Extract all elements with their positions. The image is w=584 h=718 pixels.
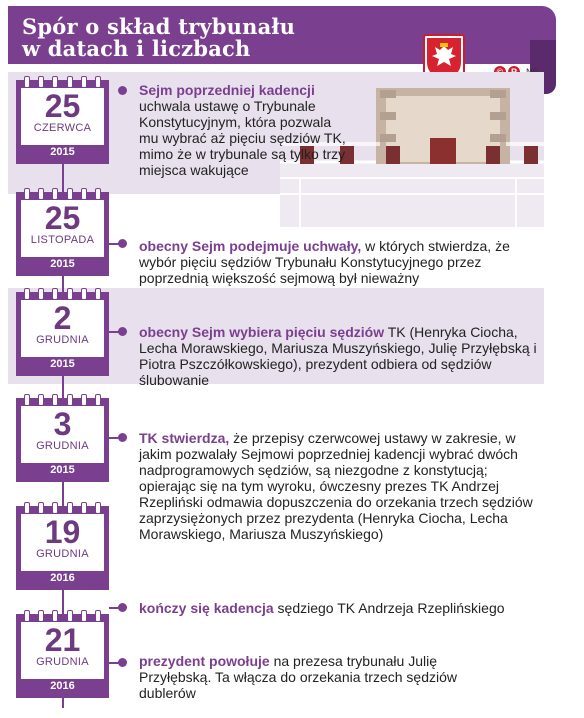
event-description: w których stwierdza, że wybór pięciu sędziów Trybunału Konstytucyjnego przez poprzednią większość sejmową był nieważny <box>139 238 510 286</box>
timeline-dot <box>118 327 127 336</box>
timeline-dot <box>118 603 127 612</box>
calendar-month: LISTOPADA <box>30 234 95 246</box>
event-description: że przepisy czerwcowej ustawy w zakresie, w jakim pozwalały Sejmowi poprzedniej kadencji wybrać dwóch nadprogramowych sędziów, są niezgodne z konstytucją; opierając się na tym wyroku, ówczesny prezes TK Andrzej Rzepliński odmawia dopuszczenia do orzekania trzech sędziów zaprzysiężonych przez prezydenta (Henryka Ciocha, Lecha Morawskiego, Mariusza Muszyńskiego) <box>139 430 533 542</box>
calendar-month: GRUDNIA <box>36 440 89 452</box>
title-line-1: Spór o skład trybunału <box>22 14 296 39</box>
event-highlight: Sejm poprzedniej kadencji <box>139 82 315 98</box>
event-highlight: obecny Sejm podejmuje uchwały, <box>139 238 362 254</box>
calendar-month: GRUDNIA <box>36 548 89 560</box>
calendar-month: GRUDNIA <box>36 656 89 668</box>
calendar-year: 2015 <box>21 145 104 159</box>
event-highlight: prezydent powołuje <box>139 653 270 669</box>
page-title <box>22 16 295 60</box>
event-text-6 <box>139 653 469 701</box>
timeline-dot <box>118 239 127 248</box>
calendar-year: 2016 <box>21 571 104 585</box>
event-description: uchwala ustawę o Trybunale Konstytucyjnym, która pozwala mu wybrać aż pięciu sędziów TK, mimo że w trybunale są tylko trzy miejsca wakujące <box>139 98 346 178</box>
event-text-5 <box>139 600 559 616</box>
header-bar <box>8 6 556 64</box>
calendar-day: 19 <box>44 514 81 550</box>
event-text-2 <box>139 238 539 286</box>
calendar-day: 21 <box>44 622 81 658</box>
calendar-day: 3 <box>53 406 72 442</box>
calendar-year: 2015 <box>21 357 104 371</box>
event-description: na prezesa trybunału Julię Przyłębską. Ta włącza do orzekania trzech sędziów dublerów <box>139 653 458 701</box>
calendar-day: 25 <box>44 88 81 124</box>
timeline-dot <box>118 433 127 442</box>
event-highlight: TK stwierdza, <box>139 430 230 446</box>
event-highlight: kończy się kadencja <box>139 600 274 616</box>
calendar-month: CZERWCA <box>33 122 92 134</box>
timeline-dot <box>118 658 127 667</box>
calendar-date-2 <box>16 192 109 276</box>
calendar-date-3 <box>16 292 109 376</box>
calendar-year: 2015 <box>21 463 104 477</box>
calendar-date-5 <box>16 506 109 590</box>
calendar-month: GRUDNIA <box>36 334 89 346</box>
event-description: sędziego TK Andrzeja Rzeplińskiego <box>277 600 505 616</box>
event-text-4 <box>139 430 537 542</box>
event-description: TK (Henryka Ciocha, Lecha Morawskiego, Mariusza Muszyńskiego, Julię Przyłębską i Piotra Pszczółkowskiego), prezydent odbiera od sędziów ślubowanie <box>139 324 537 388</box>
calendar-date-6 <box>16 614 109 698</box>
event-text-1 <box>139 82 349 178</box>
event-text-3 <box>139 324 539 388</box>
calendar-year: 2015 <box>21 257 104 271</box>
event-highlight: obecny Sejm wybiera pięciu sędziów <box>139 324 385 340</box>
calendar-day: 25 <box>44 200 81 236</box>
calendar-date-1 <box>16 80 109 164</box>
timeline-dot <box>118 86 127 95</box>
calendar-date-4 <box>16 398 109 482</box>
calendar-day: 2 <box>53 300 72 336</box>
calendar-year: 2016 <box>21 679 104 693</box>
title-line-2: w datach i liczbach <box>22 36 251 61</box>
